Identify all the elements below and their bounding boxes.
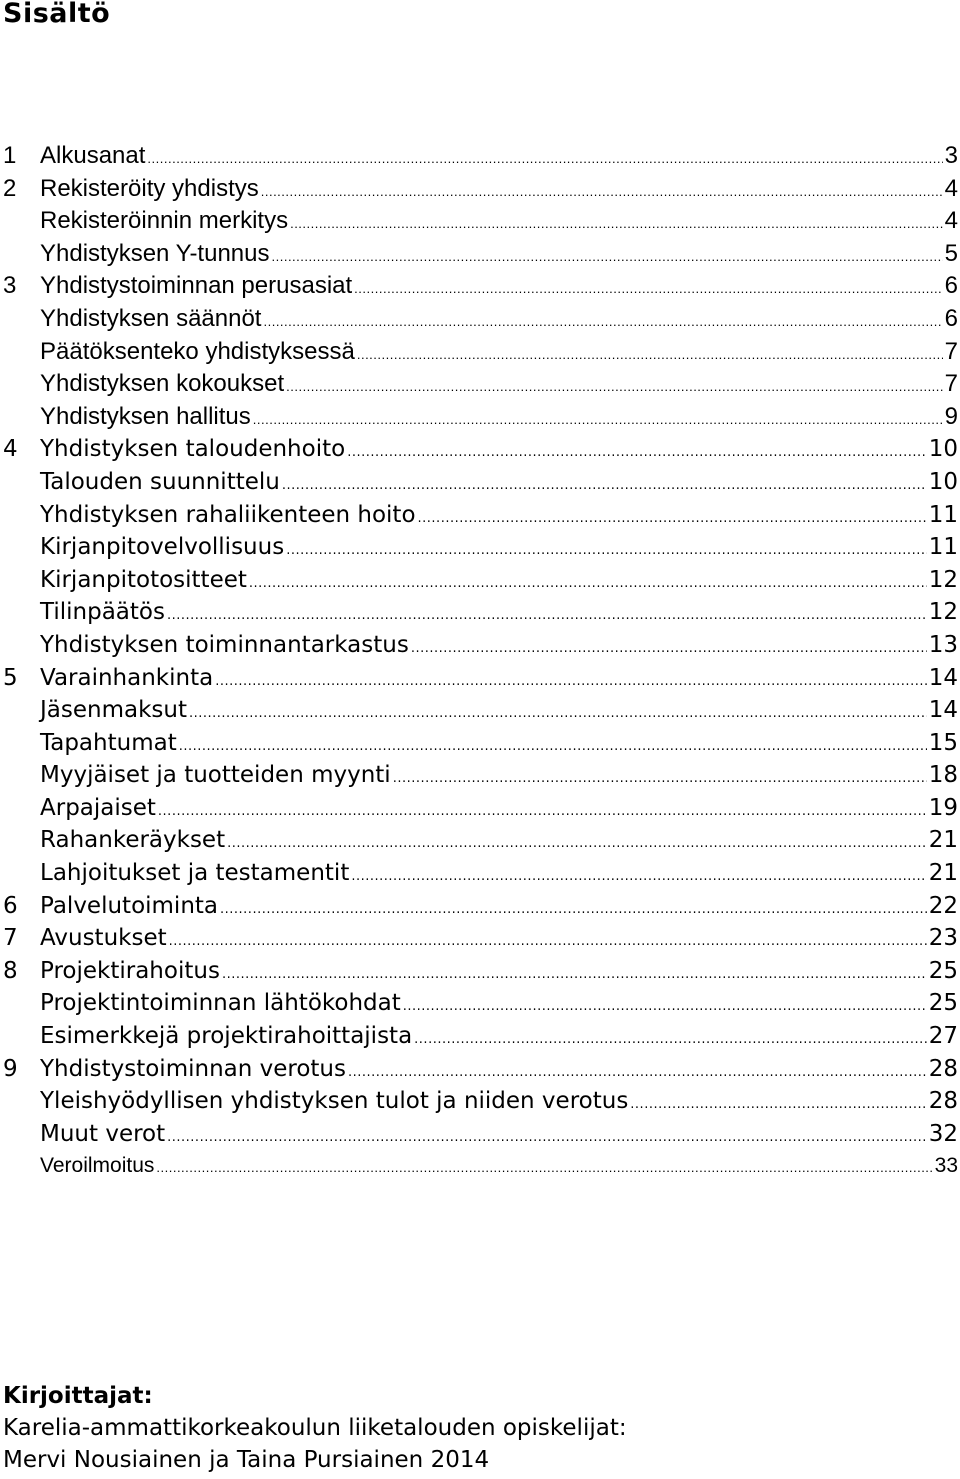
toc-entry[interactable]	[0, 368, 960, 401]
toc-entry-title: Yhdistystoiminnan perusasiat	[40, 272, 353, 300]
page-title: Sisältö	[3, 0, 111, 29]
toc-entry[interactable]	[0, 564, 960, 597]
toc-entry-page: 7	[944, 337, 958, 365]
toc-entry-page: 10	[928, 436, 958, 463]
toc-dot-leader	[351, 861, 926, 893]
toc-dot-leader	[411, 633, 927, 665]
toc-dot-leader	[263, 306, 942, 338]
toc-dot-leader	[169, 926, 927, 958]
toc-entry-page: 28	[928, 1088, 958, 1115]
toc-entry-page: 22	[928, 892, 958, 919]
toc-entry[interactable]	[0, 238, 960, 271]
toc-entry[interactable]	[0, 727, 960, 760]
toc-dot-leader	[348, 1057, 927, 1089]
toc-entry-title: Kirjanpitotositteet	[40, 566, 247, 593]
toc-entry-title: Yhdistyksen Y-tunnus	[40, 239, 270, 267]
toc-entry-title: Yhdistyksen toiminnantarkastus	[40, 631, 409, 658]
toc-entry-title: Muut verot	[40, 1120, 166, 1147]
toc-entry-title: Yleishyödyllisen yhdistyksen tulot ja niiden verotus	[40, 1088, 629, 1115]
toc-entry-page: 11	[928, 501, 958, 528]
toc-entry[interactable]	[0, 303, 960, 336]
toc-dot-leader	[179, 731, 927, 763]
toc-entry-title: Projektirahoitus	[40, 957, 220, 984]
toc-dot-leader	[286, 371, 943, 403]
toc-dot-leader	[147, 143, 942, 175]
toc-entry-page: 21	[928, 860, 958, 887]
toc-dot-leader	[249, 568, 927, 600]
toc-entry-title: Avustukset	[40, 925, 167, 952]
toc-dot-leader	[167, 1122, 927, 1154]
toc-entry-page: 13	[928, 631, 958, 658]
toc-entry-title: Talouden suunnittelu	[40, 468, 280, 495]
toc-entry-title: Varainhankinta	[40, 664, 214, 691]
toc-entry-title: Kirjanpitovelvollisuus	[40, 534, 285, 561]
toc-entry-title: Alkusanat	[40, 142, 146, 169]
toc-entry-page: 15	[928, 729, 958, 756]
toc-entry-number: 5	[3, 664, 18, 691]
toc-entry-title: Yhdistyksen säännöt	[40, 304, 262, 332]
toc-entry[interactable]	[0, 759, 960, 792]
toc-entry[interactable]	[0, 596, 960, 629]
toc-entry-page: 6	[944, 272, 958, 300]
toc-entry[interactable]	[0, 824, 960, 857]
toc-entry[interactable]	[0, 792, 960, 825]
authors-heading: Kirjoittajat:	[3, 1383, 153, 1409]
toc-entry-number: 6	[3, 892, 18, 919]
toc-entry-page: 7	[944, 370, 958, 398]
toc-dot-leader	[189, 698, 927, 730]
toc-entry[interactable]	[0, 1085, 960, 1118]
toc-dot-leader	[290, 208, 943, 240]
toc-entry[interactable]	[0, 662, 960, 695]
toc-entry-page: 6	[944, 304, 958, 332]
toc-entry[interactable]	[0, 922, 960, 955]
toc-entry[interactable]	[0, 1053, 960, 1086]
toc-entry-number: 4	[3, 436, 18, 463]
toc-entry-page: 19	[928, 794, 958, 821]
toc-entry-page: 25	[928, 990, 958, 1017]
toc-dot-leader	[215, 666, 927, 698]
toc-entry-page: 12	[928, 599, 958, 626]
toc-entry[interactable]	[0, 499, 960, 532]
toc-entry[interactable]	[0, 270, 960, 303]
toc-entry[interactable]	[0, 336, 960, 369]
toc-entry[interactable]	[0, 173, 960, 206]
toc-entry-title: Yhdistyksen taloudenhoito	[40, 436, 346, 463]
toc-entry[interactable]	[0, 401, 960, 434]
toc-dot-leader	[156, 1152, 932, 1184]
toc-dot-leader	[357, 339, 943, 371]
toc-entry-page: 25	[928, 957, 958, 984]
toc-entry-title: Yhdistyksen kokoukset	[40, 370, 285, 398]
toc-entry[interactable]	[0, 140, 960, 173]
toc-dot-leader	[630, 1089, 926, 1121]
toc-entry-page: 11	[928, 534, 958, 561]
toc-entry-number: 8	[3, 957, 18, 984]
toc-entry[interactable]	[0, 857, 960, 890]
toc-entry-title: Projektintoiminnan lähtökohdat	[40, 990, 401, 1017]
toc-entry[interactable]	[0, 531, 960, 564]
toc-entry-page: 27	[928, 1023, 958, 1050]
authors-affiliation: Karelia-ammattikorkeakoulun liiketalouden opiskelijat:	[3, 1415, 627, 1441]
toc-dot-leader	[220, 894, 927, 926]
toc-dot-leader	[418, 503, 927, 535]
toc-entry[interactable]	[0, 1118, 960, 1151]
toc-dot-leader	[227, 828, 927, 860]
toc-entry-title: Yhdistystoiminnan verotus	[40, 1055, 346, 1082]
toc-dot-leader	[393, 763, 927, 795]
toc-entry[interactable]	[0, 1150, 960, 1183]
toc-entry-title: Rahankeräykset	[40, 827, 226, 854]
toc-dot-leader	[403, 991, 927, 1023]
toc-dot-leader	[414, 1024, 927, 1056]
toc-entry-title: Tilinpäätös	[40, 599, 165, 626]
toc-dot-leader	[354, 273, 942, 305]
toc-dot-leader	[286, 535, 927, 567]
toc-dot-leader	[253, 404, 943, 436]
toc-entry-title: Myyjäiset ja tuotteiden myynti	[40, 762, 391, 789]
toc-dot-leader	[167, 600, 927, 632]
toc-entry-page: 3	[944, 142, 958, 169]
toc-entry-page: 21	[928, 827, 958, 854]
toc-entry[interactable]	[0, 433, 960, 466]
toc-entry-page: 14	[928, 664, 958, 691]
table-of-contents	[0, 140, 960, 1183]
toc-dot-leader	[272, 241, 943, 273]
toc-entry-page: 32	[928, 1120, 958, 1147]
toc-dot-leader	[347, 437, 927, 469]
toc-entry-number: 9	[3, 1055, 18, 1082]
toc-dot-leader	[261, 176, 943, 208]
toc-entry-number: 1	[3, 142, 17, 169]
toc-entry-page: 23	[928, 925, 958, 952]
toc-entry-number: 7	[3, 925, 18, 952]
toc-dot-leader	[158, 796, 927, 828]
toc-entry-title: Veroilmoitus	[40, 1154, 155, 1178]
toc-entry-title: Päätöksenteko yhdistyksessä	[40, 337, 355, 365]
toc-entry-number: 2	[3, 174, 17, 202]
toc-entry-title: Jäsenmaksut	[40, 697, 187, 724]
toc-entry-page: 5	[944, 239, 958, 267]
toc-entry-page: 18	[928, 762, 958, 789]
toc-entry[interactable]	[0, 629, 960, 662]
authors-names: Mervi Nousiainen ja Taina Pursiainen 2014	[3, 1447, 490, 1473]
toc-entry-title: Yhdistyksen rahaliikenteen hoito	[40, 501, 416, 528]
toc-entry[interactable]	[0, 466, 960, 499]
toc-entry-title: Rekisteröinnin merkitys	[40, 207, 289, 235]
toc-entry-page: 4	[944, 207, 958, 235]
toc-dot-leader	[282, 470, 927, 502]
toc-entry[interactable]	[0, 987, 960, 1020]
toc-entry-title: Esimerkkejä projektirahoittajista	[40, 1023, 413, 1050]
toc-entry-title: Yhdistyksen hallitus	[40, 402, 251, 430]
toc-entry-page: 14	[928, 697, 958, 724]
toc-entry[interactable]	[0, 955, 960, 988]
toc-entry-page: 33	[934, 1154, 958, 1178]
toc-entry-page: 10	[928, 468, 958, 495]
toc-dot-leader	[222, 959, 927, 991]
toc-entry-page: 9	[944, 402, 958, 430]
toc-entry-number: 3	[3, 272, 17, 300]
toc-entry-title: Palvelutoiminta	[40, 892, 219, 919]
toc-entry-title: Rekisteröity yhdistys	[40, 174, 259, 202]
toc-entry-title: Lahjoitukset ja testamentit	[40, 860, 350, 887]
toc-entry[interactable]	[0, 890, 960, 923]
toc-entry[interactable]	[0, 1020, 960, 1053]
toc-entry-page: 28	[928, 1055, 958, 1082]
toc-entry-title: Tapahtumat	[40, 729, 177, 756]
toc-entry-page: 4	[944, 174, 958, 202]
authors-block	[3, 1380, 627, 1476]
toc-entry-page: 12	[928, 566, 958, 593]
toc-entry[interactable]	[0, 694, 960, 727]
toc-entry-title: Arpajaiset	[40, 794, 156, 821]
toc-entry[interactable]	[0, 205, 960, 238]
